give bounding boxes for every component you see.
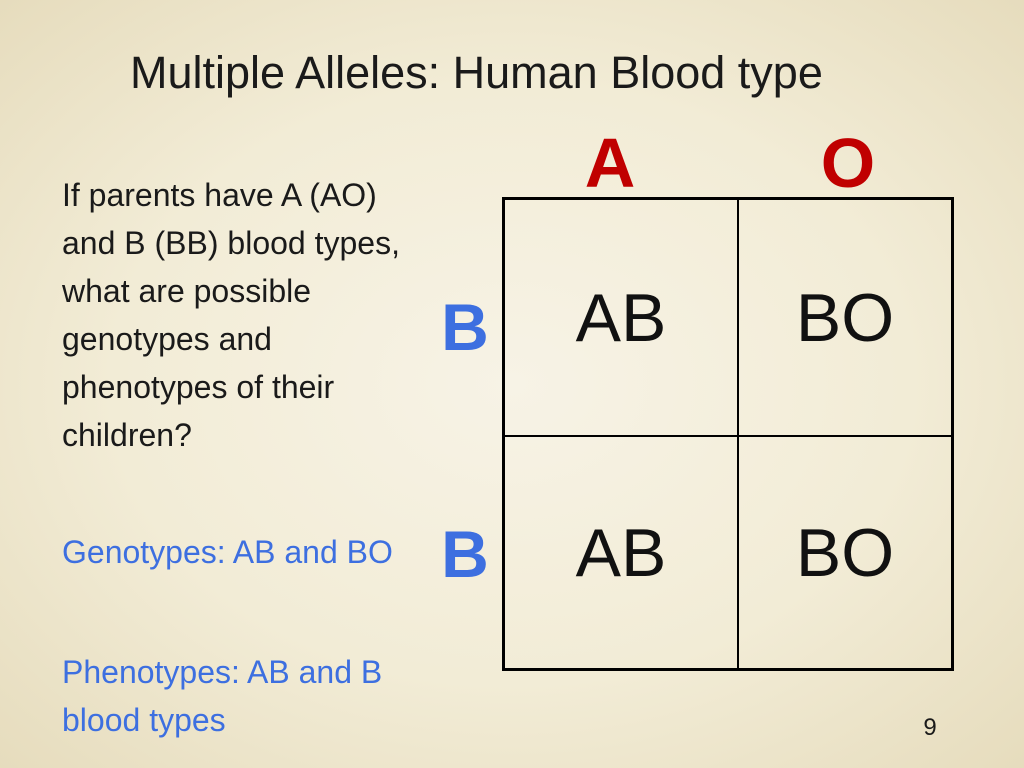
punnett-cell-r2c1: AB — [505, 437, 739, 668]
punnett-square — [502, 197, 954, 671]
slide-title: Multiple Alleles: Human Blood type — [130, 47, 823, 98]
question-text: If parents have A (AO) and B (BB) blood types, what are possible genotypes and phenotypes of their children? — [62, 177, 400, 453]
punnett-cell-r1c2: BO — [739, 200, 951, 437]
punnett-cell-r2c2: BO — [795, 514, 895, 591]
row-header-allele-1: B — [441, 290, 489, 364]
column-header-allele-1: A — [584, 124, 636, 202]
phenotypes-answer: Phenotypes: AB and B blood types — [62, 654, 383, 738]
page-number: 9 — [923, 714, 937, 741]
column-header-allele-2: O — [820, 124, 876, 202]
genotypes-answer: Genotypes: AB and BO — [62, 534, 393, 570]
row-header-allele-2: B — [441, 517, 489, 591]
punnett-cell-r1c1: AB — [505, 200, 739, 437]
